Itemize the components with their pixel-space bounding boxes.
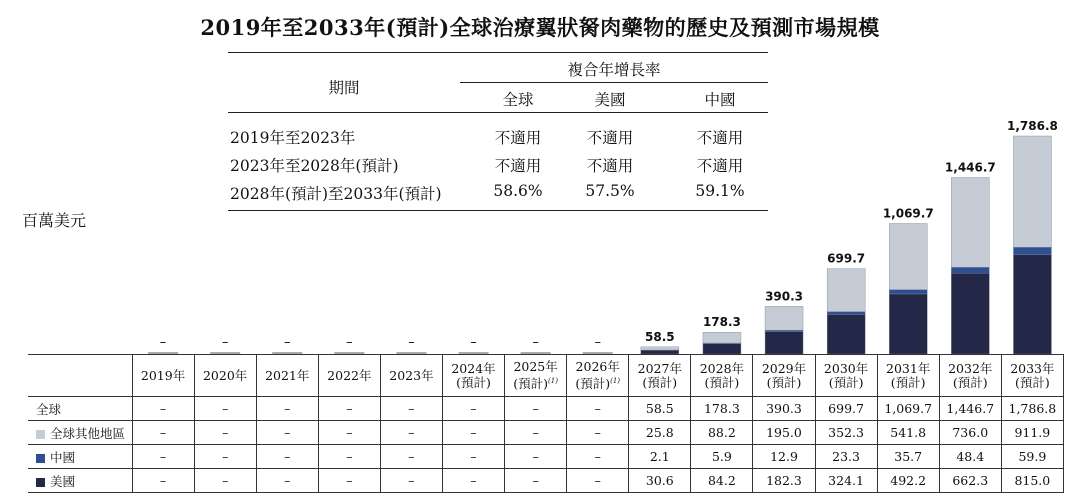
year-label: 2030年 — [823, 360, 869, 376]
table-cell: – — [194, 445, 256, 469]
table-cell: – — [567, 469, 629, 493]
forecast-label: (預計) — [513, 376, 549, 391]
table-cell: – — [132, 445, 194, 469]
table-year-header — [691, 355, 753, 397]
table-cell: – — [194, 469, 256, 493]
bar-total-label: – — [159, 335, 167, 350]
cagr-row-value: 不適用 — [696, 157, 744, 175]
bar-total-label: – — [221, 335, 229, 350]
table-cell: – — [318, 469, 380, 493]
bar-total-label: – — [470, 335, 477, 350]
rest-of-world-segment — [641, 347, 679, 350]
rest-of-world-segment — [889, 223, 927, 289]
table-year-header — [194, 355, 256, 397]
data-table — [28, 354, 1064, 493]
cagr-region-china: 中國 — [704, 91, 736, 109]
china-segment — [1013, 247, 1051, 254]
table-cell: – — [318, 445, 380, 469]
table-row — [28, 397, 1063, 421]
china-segment — [889, 290, 927, 294]
row-label-text: 中國 — [50, 449, 76, 465]
rest-of-world-segment — [1013, 136, 1051, 247]
table-year-header — [380, 355, 442, 397]
cagr-row-value: 59.1% — [695, 182, 745, 200]
table-row — [28, 421, 1063, 445]
table-row — [28, 469, 1063, 493]
table-cell: 195.0 — [753, 421, 815, 445]
table-cell: – — [380, 397, 442, 421]
bar-total-label: 699.7 — [827, 251, 866, 266]
table-cell: 736.0 — [939, 421, 1001, 445]
year-label: 2024年 — [451, 360, 496, 376]
us-segment — [889, 294, 927, 354]
cagr-row-period: 2019年至2023年 — [230, 129, 356, 147]
table-cell: – — [318, 397, 380, 421]
us-segment — [703, 344, 741, 354]
year-label: 2029年 — [761, 360, 807, 376]
table-cell: – — [567, 421, 629, 445]
table-cell: – — [505, 421, 567, 445]
rest-of-world-segment — [827, 269, 865, 312]
table-cell: – — [256, 469, 318, 493]
table-year-header — [256, 355, 318, 397]
table-year-header — [318, 355, 380, 397]
bar-total-label: – — [594, 335, 601, 350]
chart-title: 2019年至2033年(預計)全球治療翼狀胬肉藥物的歷史及預測市場規模 — [200, 15, 880, 40]
table-cell: 178.3 — [691, 397, 753, 421]
forecast-label: (預計) — [828, 374, 864, 390]
table-cell: 58.5 — [629, 397, 691, 421]
row-label — [28, 421, 132, 445]
forecast-label: (預計) — [704, 374, 740, 390]
table-cell: 1,446.7 — [939, 397, 1001, 421]
cagr-row-value: 不適用 — [696, 129, 744, 147]
table-cell: – — [256, 421, 318, 445]
table-cell: 88.2 — [691, 421, 753, 445]
table-cell: 390.3 — [753, 397, 815, 421]
table-cell: 492.2 — [877, 469, 939, 493]
table-cell: – — [318, 421, 380, 445]
year-label: 2028年 — [699, 360, 745, 376]
table-cell: 35.7 — [877, 445, 939, 469]
cagr-region-usa: 美國 — [594, 91, 626, 109]
table-cell: – — [256, 397, 318, 421]
forecast-label: (預計) — [456, 374, 491, 390]
cagr-row-value: 不適用 — [494, 129, 542, 147]
table-cell: 48.4 — [939, 445, 1001, 469]
bar-total-label: 390.3 — [765, 289, 804, 304]
table-cell: – — [442, 445, 504, 469]
table-cell: – — [442, 469, 504, 493]
table-cell: 23.3 — [815, 445, 877, 469]
rest-of-world-segment — [703, 332, 741, 343]
year-label: 2031年 — [886, 360, 931, 376]
cagr-row-value: 不適用 — [586, 157, 634, 175]
us-segment — [765, 332, 803, 354]
year-label: 2019年 — [140, 367, 186, 383]
us-segment — [1013, 255, 1051, 354]
table-cell: – — [132, 397, 194, 421]
row-label-text: 美國 — [50, 473, 76, 489]
forecast-label: (預計) — [766, 374, 802, 390]
year-label: 2025年 — [513, 359, 558, 374]
china-segment — [827, 312, 865, 315]
table-cell: – — [194, 421, 256, 445]
bar-total-label: – — [346, 335, 353, 350]
table-cell: 815.0 — [1001, 469, 1063, 493]
table-year-header — [629, 355, 691, 397]
table-cell: 324.1 — [815, 469, 877, 493]
unit-label: 百萬美元 — [22, 211, 87, 230]
row-label — [28, 445, 132, 469]
bar-total-label: 1,786.8 — [1007, 119, 1058, 133]
row-label — [28, 397, 132, 421]
table-cell: 2.1 — [629, 445, 691, 469]
table-year-header — [815, 355, 877, 397]
footnote-marker: (1) — [548, 377, 558, 385]
forecast-label: (預計) — [1014, 374, 1050, 390]
cagr-period-header: 期間 — [328, 79, 360, 97]
table-cell: – — [567, 397, 629, 421]
table-corner-cell — [28, 355, 132, 397]
table-cell: 1,069.7 — [877, 397, 939, 421]
legend-swatch — [36, 454, 45, 463]
table-cell: – — [194, 397, 256, 421]
china-segment — [765, 330, 803, 332]
year-label: 2020年 — [202, 367, 248, 383]
table-year-header — [1001, 355, 1063, 397]
table-cell: 699.7 — [815, 397, 877, 421]
forecast-label: (預計) — [952, 374, 988, 390]
table-cell: – — [505, 397, 567, 421]
bar-total-label: – — [408, 335, 415, 350]
table-cell: – — [442, 397, 504, 421]
forecast-label: (預計) — [575, 376, 611, 391]
table-cell: 182.3 — [753, 469, 815, 493]
cagr-rate-header: 複合年增長率 — [567, 61, 661, 79]
row-label-text: 全球其他地區 — [50, 425, 126, 441]
cagr-region-global: 全球 — [502, 91, 534, 109]
cagr-row-value: 不適用 — [586, 129, 634, 147]
table-cell: – — [442, 421, 504, 445]
table-cell: – — [132, 469, 194, 493]
year-label: 2027年 — [637, 360, 682, 376]
year-label: 2021年 — [265, 367, 310, 383]
table-cell: 1,786.8 — [1001, 397, 1063, 421]
year-label: 2033年 — [1010, 360, 1055, 376]
forecast-label: (預計) — [642, 374, 678, 390]
footnote-marker: (1) — [610, 377, 621, 385]
table-year-header — [939, 355, 1001, 397]
table-year-header — [132, 355, 194, 397]
table-cell: 12.9 — [753, 445, 815, 469]
table-cell: – — [380, 445, 442, 469]
bar-total-label: – — [532, 335, 539, 350]
table-cell: 352.3 — [815, 421, 877, 445]
forecast-label: (預計) — [890, 374, 926, 390]
china-segment — [951, 267, 989, 273]
table-cell: 59.9 — [1001, 445, 1063, 469]
cagr-row-period: 2028年(預計)至2033年(預計) — [230, 185, 442, 203]
table-cell: 662.3 — [939, 469, 1001, 493]
bar-total-label: 58.5 — [645, 329, 675, 344]
year-label: 2023年 — [389, 367, 434, 383]
table-cell: 911.9 — [1001, 421, 1063, 445]
table-cell: 30.6 — [629, 469, 691, 493]
bar-total-label: 1,069.7 — [882, 206, 934, 221]
cagr-row-value: 58.6% — [493, 182, 543, 200]
bar-total-label: 1,446.7 — [944, 160, 996, 175]
bar-total-label: – — [284, 335, 291, 350]
us-segment — [951, 273, 989, 354]
table-cell: 5.9 — [691, 445, 753, 469]
year-label: 2032年 — [948, 360, 993, 376]
us-segment — [827, 314, 865, 354]
row-label — [28, 469, 132, 493]
rest-of-world-segment — [951, 177, 989, 267]
rest-of-world-segment — [765, 306, 803, 330]
table-year-header — [442, 355, 504, 397]
table-cell: 84.2 — [691, 469, 753, 493]
table-year-header — [567, 355, 629, 397]
table-cell: 25.8 — [629, 421, 691, 445]
year-label: 2022年 — [327, 367, 372, 383]
table-cell: – — [567, 445, 629, 469]
table-year-header — [877, 355, 939, 397]
table-cell: – — [380, 421, 442, 445]
cagr-row-value: 57.5% — [585, 182, 635, 200]
row-label-text: 全球 — [36, 401, 62, 417]
table-cell: – — [256, 445, 318, 469]
year-label: 2026年 — [575, 359, 620, 374]
table-year-header — [753, 355, 815, 397]
bar-total-label: 178.3 — [702, 315, 741, 330]
table-cell: – — [132, 421, 194, 445]
table-cell: 541.8 — [877, 421, 939, 445]
table-cell: – — [505, 445, 567, 469]
cagr-row-period: 2023年至2028年(預計) — [230, 157, 399, 175]
legend-swatch — [36, 478, 45, 487]
table-year-header — [505, 355, 567, 397]
table-row — [28, 445, 1063, 469]
cagr-row-value: 不適用 — [494, 157, 542, 175]
table-cell: – — [380, 469, 442, 493]
table-cell: – — [505, 469, 567, 493]
legend-swatch — [36, 430, 45, 439]
